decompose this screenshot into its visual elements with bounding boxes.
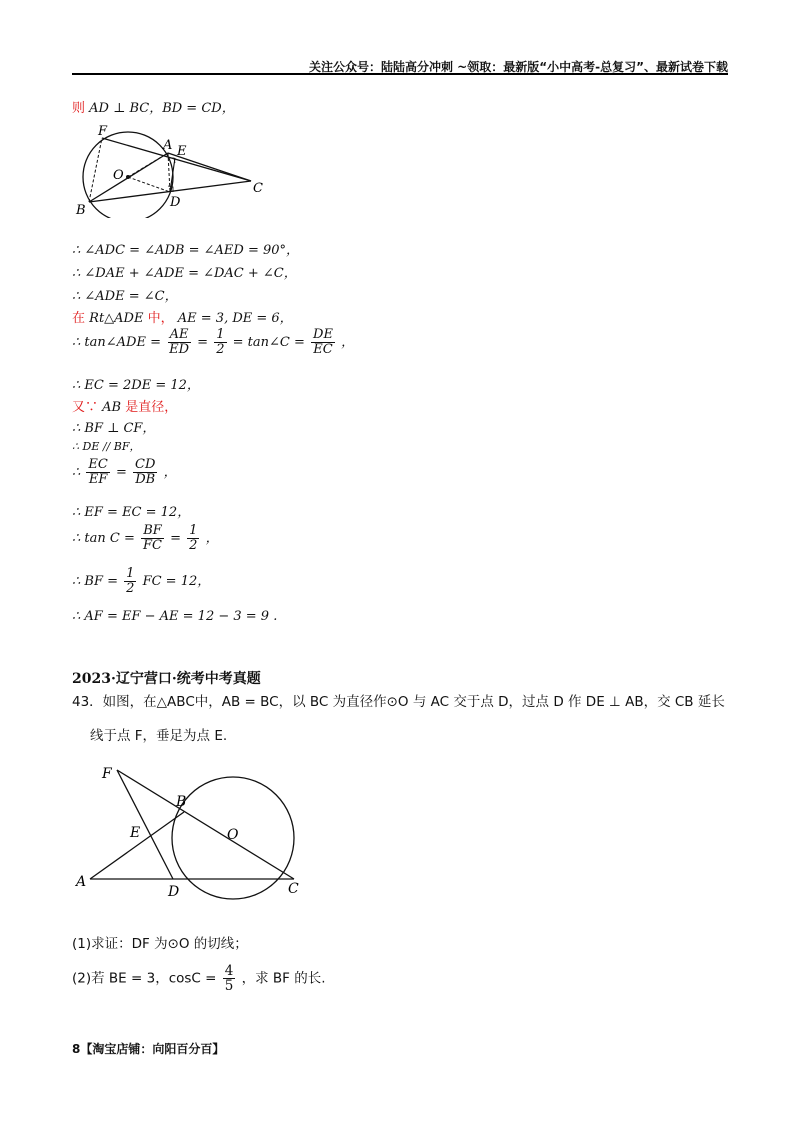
label-f: F [98,124,108,139]
question-line-2: 线于点 F，垂足为点 E. [90,728,228,744]
fraction-half-3: $\frac{1}{2}$ [126,566,135,596]
step-ab-diameter: 又∵ AB 是直径， [72,400,178,415]
label-e: E [177,144,187,159]
step-ratio: ∴ $\frac{EC}{EF}$ = $\frac{CD}{DB}$ ， [72,457,177,487]
solution-line-1 [72,97,235,116]
step-angles-90: ∴ ∠ADC = ∠ADB = ∠AED = 90°， [72,243,300,258]
step-bf: ∴ BF = $\frac{1}{2}$ FC = 12， [72,566,211,596]
step-af: ∴ AF = EF − AE = 12 − 3 = 9 . [72,609,278,624]
step-tan-ade: ∴ tan∠ADE = $\frac{AE}{ED}$ = $\frac{1}{2}$ = tan∠C = $\frac{DE}{EC}$ ， [72,327,355,357]
label-b: B [76,203,86,218]
label-c: C [253,181,263,196]
fig2-label-d: D [168,884,180,900]
fig2-label-b: B [176,794,187,810]
question-figure [72,758,312,903]
fraction-cd-db: $\frac{CD}{DB}$ [135,457,156,487]
fig2-label-o: O [227,827,239,843]
step-angle-sum: ∴ ∠DAE + ∠ADE = ∠DAC + ∠C， [72,266,297,281]
solution-figure [72,122,272,218]
step-bf-perp-cf: ∴ BF ⊥ CF， [72,421,156,436]
fraction-one-half: $\frac{1}{2}$ [216,327,225,357]
step-tan-c: ∴ tan C = $\frac{BF}{FC}$ = $\frac{1}{2}$ ， [72,523,219,553]
zai-text: 在 [72,311,86,326]
section-title: 2023·辽宁营口·统考中考真题 [72,671,261,687]
fig2-label-e: E [130,825,141,841]
fig2-label-f: F [102,766,112,782]
rt-triangle-ade: Rt△ADE [89,311,144,326]
fig2-label-c: C [288,881,299,897]
question-part-2: (2)若 BE = 3，cosC = $\frac{4}{5}$ ，求 BF 的长. [72,963,326,994]
fig2-label-a: A [76,874,87,890]
question-line-1: 43．如图，在△ABC中，AB = BC，以 BC 为直径作⊙O 与 AC 交于点 D，过点 D 作 DE ⊥ AB，交 CB 延长 [72,694,725,710]
label-a: A [163,138,173,153]
fraction-bf-fc: $\frac{BF}{FC}$ [143,523,162,553]
header-rule [72,73,728,75]
zhong-text: 中， [147,311,174,326]
page-footer: 8【淘宝店铺：向阳百分百】 [72,1042,225,1056]
question-part-1: (1)求证：DF 为⊙O 的切线； [72,936,248,952]
step-ec: ∴ EC = 2DE = 12， [72,378,200,393]
label-o: O [113,168,124,183]
step-rt-triangle [72,307,293,326]
ae-de-values: AE = 3, DE = 6， [177,311,293,326]
fraction-four-fifths: $\frac{4}{5}$ [224,963,234,994]
step-ef: ∴ EF = EC = 12， [72,505,191,520]
fraction-de-ec: $\frac{DE}{EC}$ [313,327,333,357]
fraction-ec-ef: $\frac{EC}{EF}$ [88,457,108,487]
fraction-half-2: $\frac{1}{2}$ [189,523,198,553]
ad-perp-bc: AD ⊥ BC，BD = CD， [89,101,235,116]
fraction-ae-ed: $\frac{AE}{ED}$ [169,327,190,357]
ze-prefix: 则 [72,101,86,116]
step-ade-eq-c: ∴ ∠ADE = ∠C， [72,289,178,304]
step-de-parallel-bf: ∴ DE // BF， [72,440,141,453]
label-d: D [170,195,181,210]
page-header: 关注公众号：陆陆高分冲刺 ~领取：最新版“小中高考-总复习”、最新试卷下载 [309,60,728,74]
